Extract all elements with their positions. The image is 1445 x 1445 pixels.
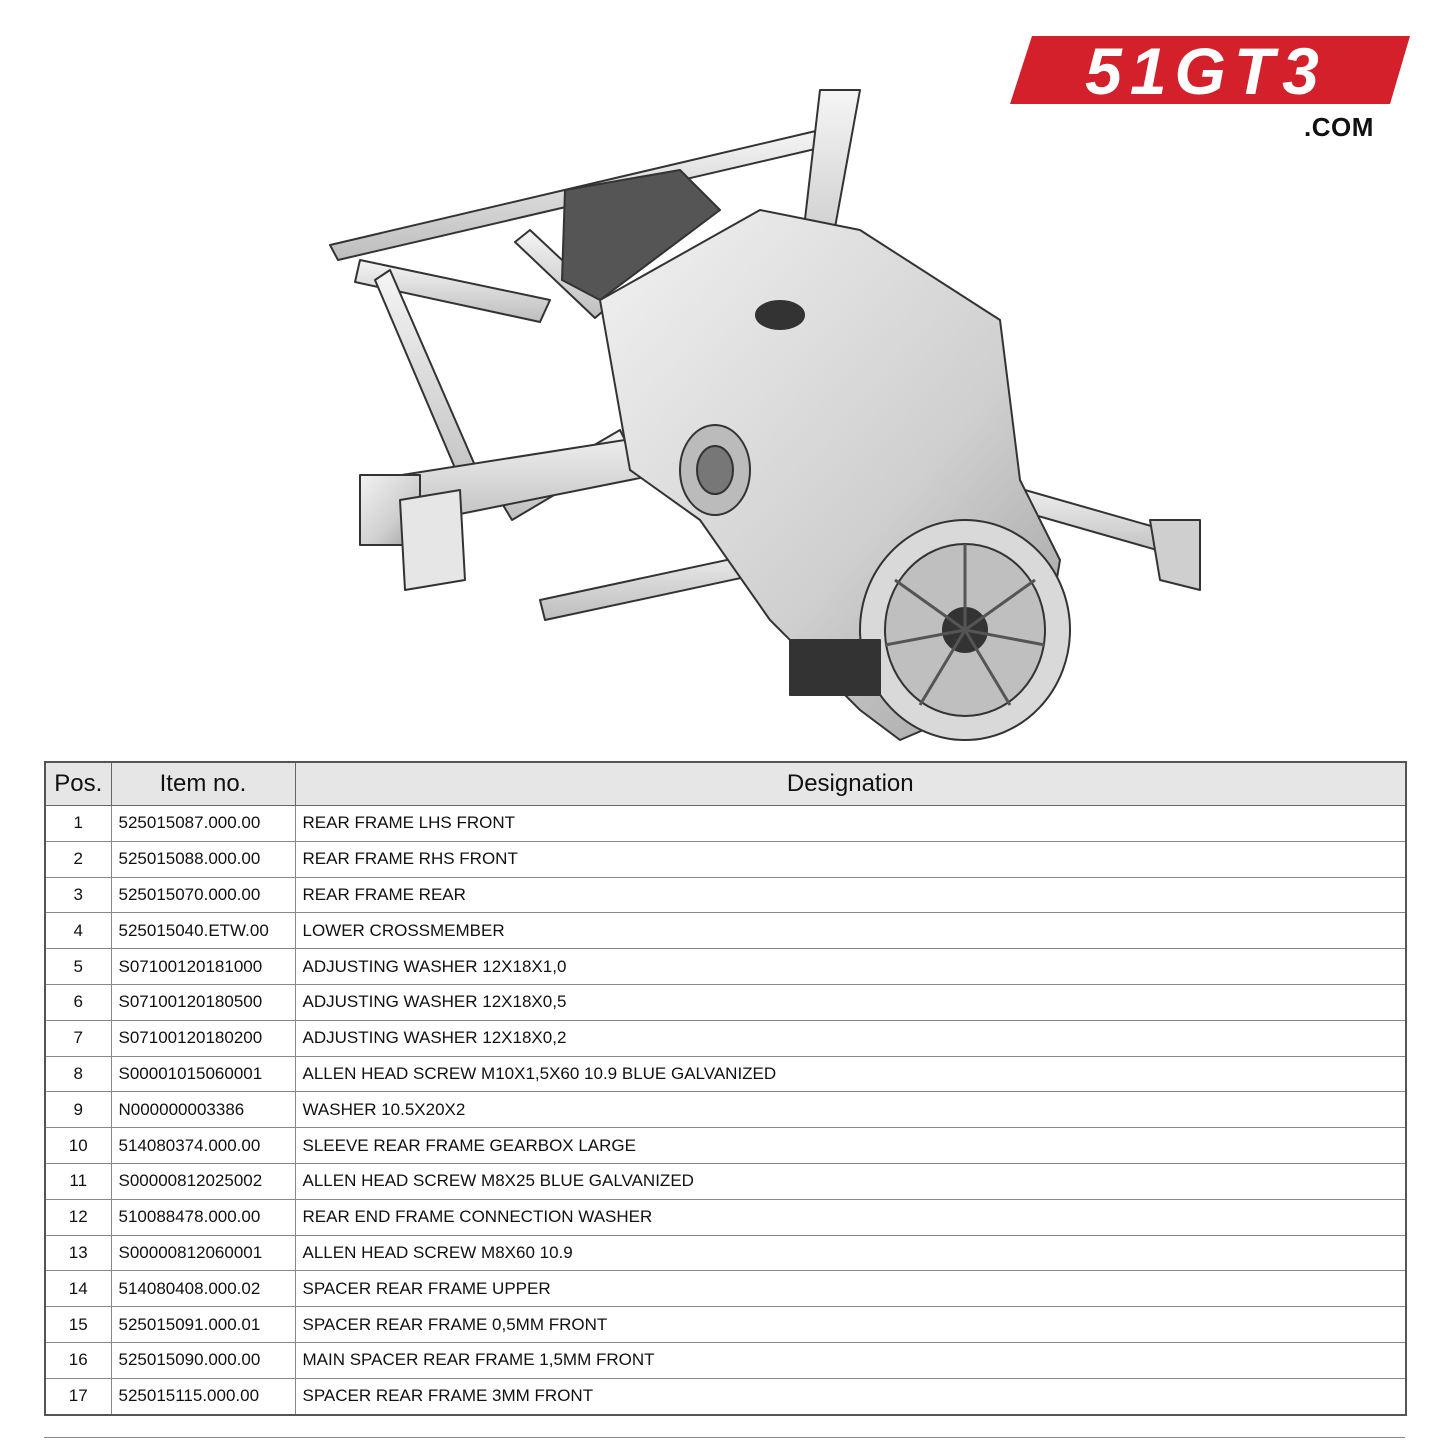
header-pos: Pos. (45, 762, 111, 806)
table-row (45, 806, 1406, 842)
row-item-no: S00001015060001 (111, 1056, 295, 1092)
row-item-no: 525015115.000.00 (111, 1378, 295, 1414)
row-pos: 5 (45, 949, 111, 985)
row-pos: 17 (45, 1378, 111, 1414)
table-row (45, 1092, 1406, 1128)
row-pos: 13 (45, 1235, 111, 1271)
row-designation: SLEEVE REAR FRAME GEARBOX LARGE (295, 1128, 1406, 1164)
table-row (45, 913, 1406, 949)
table-bottom-rule (44, 1437, 1405, 1438)
row-pos: 15 (45, 1307, 111, 1343)
row-pos: 2 (45, 841, 111, 877)
row-designation: ADJUSTING WASHER 12X18X1,0 (295, 949, 1406, 985)
row-designation: WASHER 10.5X20X2 (295, 1092, 1406, 1128)
row-designation: REAR END FRAME CONNECTION WASHER (295, 1199, 1406, 1235)
row-designation: SPACER REAR FRAME UPPER (295, 1271, 1406, 1307)
row-item-no: S00000812025002 (111, 1163, 295, 1199)
row-item-no: S07100120180200 (111, 1020, 295, 1056)
row-pos: 8 (45, 1056, 111, 1092)
row-designation: REAR FRAME LHS FRONT (295, 806, 1406, 842)
row-pos: 10 (45, 1128, 111, 1164)
table-row (45, 1271, 1406, 1307)
row-designation: ADJUSTING WASHER 12X18X0,5 (295, 984, 1406, 1020)
row-pos: 6 (45, 984, 111, 1020)
row-item-no: 510088478.000.00 (111, 1199, 295, 1235)
table-row (45, 841, 1406, 877)
row-designation: ALLEN HEAD SCREW M8X60 10.9 (295, 1235, 1406, 1271)
header-designation: Designation (295, 762, 1406, 806)
row-designation: ALLEN HEAD SCREW M10X1,5X60 10.9 BLUE GALVANIZED (295, 1056, 1406, 1092)
row-item-no: S00000812060001 (111, 1235, 295, 1271)
row-designation: MAIN SPACER REAR FRAME 1,5MM FRONT (295, 1342, 1406, 1378)
row-item-no: 525015087.000.00 (111, 806, 295, 842)
row-pos: 14 (45, 1271, 111, 1307)
row-item-no: 525015091.000.01 (111, 1307, 295, 1343)
row-designation: LOWER CROSSMEMBER (295, 913, 1406, 949)
row-designation: SPACER REAR FRAME 0,5MM FRONT (295, 1307, 1406, 1343)
logo-suffix: .COM (1304, 112, 1374, 142)
row-pos: 9 (45, 1092, 111, 1128)
row-pos: 16 (45, 1342, 111, 1378)
table-row (45, 1056, 1406, 1092)
row-item-no: 514080374.000.00 (111, 1128, 295, 1164)
row-item-no: 525015090.000.00 (111, 1342, 295, 1378)
row-designation: ADJUSTING WASHER 12X18X0,2 (295, 1020, 1406, 1056)
row-item-no: N000000003386 (111, 1092, 295, 1128)
table-row (45, 1235, 1406, 1271)
row-item-no: 514080408.000.02 (111, 1271, 295, 1307)
table-row (45, 1128, 1406, 1164)
row-pos: 7 (45, 1020, 111, 1056)
row-designation: ALLEN HEAD SCREW M8X25 BLUE GALVANIZED (295, 1163, 1406, 1199)
row-item-no: 525015040.ETW.00 (111, 913, 295, 949)
table-row (45, 1020, 1406, 1056)
table-header-row (45, 762, 1406, 806)
row-item-no: 525015070.000.00 (111, 877, 295, 913)
table-row (45, 984, 1406, 1020)
header-item-no: Item no. (111, 762, 295, 806)
table-row (45, 1378, 1406, 1414)
row-pos: 4 (45, 913, 111, 949)
parts-table (44, 761, 1407, 1416)
gearbox-rear-frame-illustration (300, 60, 1240, 750)
row-pos: 1 (45, 806, 111, 842)
table-row (45, 1199, 1406, 1235)
table-row (45, 1342, 1406, 1378)
row-pos: 3 (45, 877, 111, 913)
table-row (45, 949, 1406, 985)
row-designation: REAR FRAME REAR (295, 877, 1406, 913)
row-designation: SPACER REAR FRAME 3MM FRONT (295, 1378, 1406, 1414)
row-item-no: 525015088.000.00 (111, 841, 295, 877)
row-pos: 12 (45, 1199, 111, 1235)
row-designation: REAR FRAME RHS FRONT (295, 841, 1406, 877)
row-item-no: S07100120180500 (111, 984, 295, 1020)
row-pos: 11 (45, 1163, 111, 1199)
table-row (45, 1307, 1406, 1343)
logo-main-text: 51GT3 (1085, 36, 1327, 108)
row-item-no: S07100120181000 (111, 949, 295, 985)
table-row (45, 877, 1406, 913)
table-row (45, 1163, 1406, 1199)
